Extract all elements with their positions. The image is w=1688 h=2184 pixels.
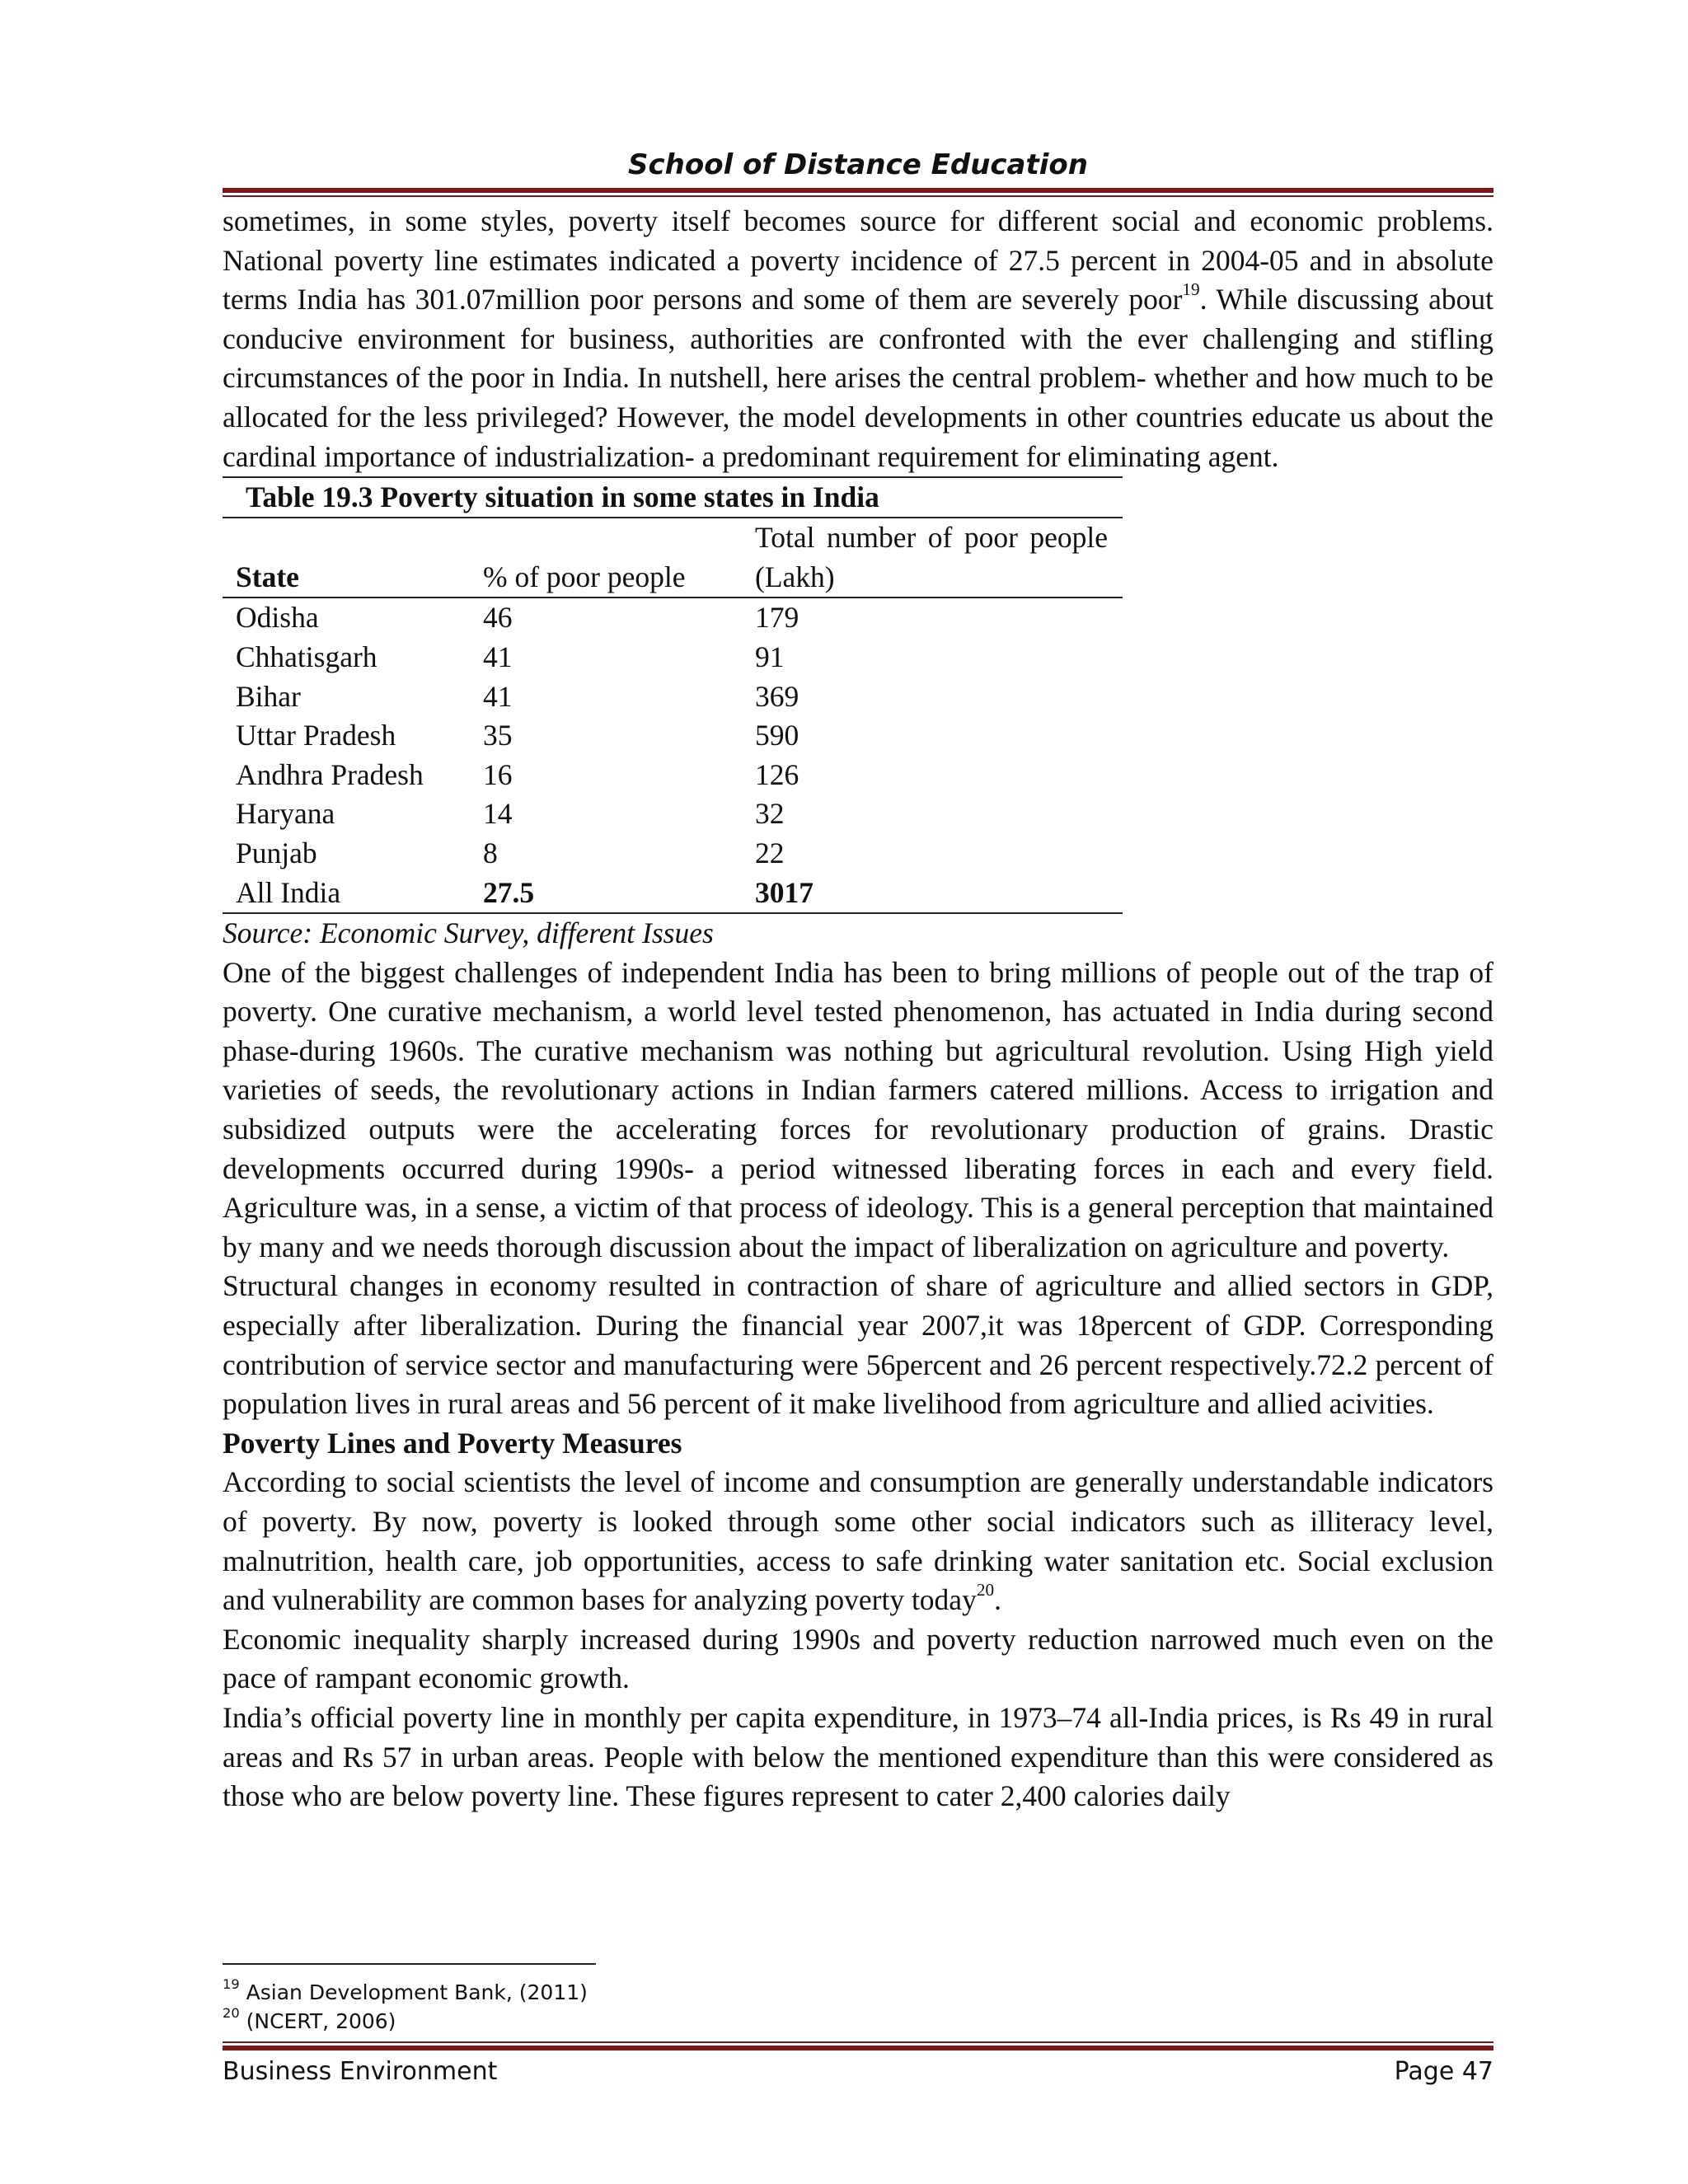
header-total-poor: Total number of poor people (Lakh) [755, 521, 1108, 593]
table-row [223, 638, 1123, 677]
table-row [223, 716, 1123, 756]
footer-rule-thin [223, 2041, 1493, 2043]
body-text [223, 202, 1493, 1816]
poverty-table [223, 517, 1123, 914]
cell-state: Punjab [236, 836, 317, 869]
cell-total: 91 [755, 640, 785, 673]
cell-state: Haryana [236, 797, 335, 831]
cell-total: 369 [755, 679, 799, 713]
paragraph-4-text-a: According to social scientists the level of income and consumption are generally understandable indicators of poverty. By now, poverty is looked through some other social indicators such as illiteracy level, malnutrition, health care, job opportunities, access to safe drinking water sanitation etc. Social exclusion and vulnerability are common bases for analyzing poverty today [223, 1465, 1493, 1617]
cell-total: 22 [755, 836, 785, 869]
page-header-title: School of Distance Education [628, 148, 1088, 181]
cell-state: Uttar Pradesh [236, 719, 396, 752]
footnote-item [223, 2007, 588, 2036]
table-caption: Table 19.3 Poverty situation in some states in India [223, 476, 1123, 517]
footer-page-number: Page 47 [1394, 2057, 1493, 2086]
header-pct-poor: % of poor people [483, 560, 686, 593]
cell-pct: 41 [483, 640, 513, 673]
paragraph-2: One of the biggest challenges of independent India has been to bring millions of people out of the trap of poverty. One curative mechanism, a world level tested phenomenon, has actuated in India during second phase-during 1960s. The curative mechanism was nothing but agricultural revolution. Using High yield varieties of seeds, the revolutionary actions in Indian farmers catered millions. Access to irrigation and subsidized outputs were the accelerating forces for revolutionary production of grains. Drastic developments occurred during 1990s- a period witnessed liberating forces in each and every field. Agriculture was, in a sense, a victim of that process of ideology. This is a general perception that maintained by many and we needs thorough discussion about the impact of liberalization on agriculture and poverty. [223, 955, 1493, 1263]
page-footer [223, 2057, 1493, 2086]
paragraph-1-text-b: . While discussing about conducive environment for business, authorities are confronted with the ever challenging and stifling circumstances of the poor in India. In nutshell, here arises the central problem- whether and how much to be allocated for the less privileged? However, the model developments in other countries educate us about the cardinal importance of industrialization- a predominant requirement for eliminating agent. [223, 283, 1493, 473]
cell-pct: 14 [483, 797, 513, 831]
cell-total: 590 [755, 719, 799, 752]
cell-pct: 27.5 [483, 875, 535, 909]
cell-state: Bihar [236, 679, 301, 713]
header-rule-thin [223, 195, 1493, 197]
footnote-separator [223, 1963, 596, 1965]
cell-state: Andhra Pradesh [236, 757, 424, 791]
cell-state: Odisha [236, 601, 319, 635]
cell-pct: 35 [483, 719, 513, 752]
cell-pct: 8 [483, 836, 498, 869]
footnote-ref-20: 20 [976, 1580, 995, 1601]
footnote-number: 19 [223, 1976, 240, 1992]
table-row [223, 677, 1123, 717]
header-rule-thick [223, 188, 1493, 193]
cell-total: 3017 [755, 875, 814, 909]
header-state: State [236, 560, 299, 593]
cell-pct: 46 [483, 601, 513, 635]
footnote-text: (NCERT, 2006) [246, 2009, 396, 2033]
paragraph-6: India’s official poverty line in monthly per capita expenditure, in 1973–74 all-India prices, is Rs 49 in rural areas and Rs 57 in urban areas. People with below the mentioned expenditure than this were considered as those who are below poverty line. These figures represent to cater 2,400 calories daily [223, 1700, 1493, 1813]
footnote-ref-19: 19 [1182, 279, 1200, 300]
footer-course-title: Business Environment [223, 2057, 498, 2086]
footnotes [223, 1978, 588, 2036]
table-header-row [223, 518, 1123, 598]
cell-total: 32 [755, 797, 785, 831]
cell-state: Chhatisgarh [236, 640, 377, 673]
table-row-total [223, 874, 1123, 914]
document-page [223, 0, 1493, 2184]
cell-pct: 16 [483, 757, 513, 791]
paragraph-1-text-a: sometimes, in some styles, poverty itself becomes source for different social and economic problems. National poverty line estimates indicated a poverty incidence of 27.5 percent in 2004-05 and in absolute terms India has 301.07million poor persons and some of them are severely poor [223, 204, 1493, 316]
section-heading: Poverty Lines and Poverty Measures [223, 1426, 682, 1460]
paragraph-1 [223, 202, 1493, 476]
table-row [223, 756, 1123, 795]
footer-rule-thick [223, 2046, 1493, 2050]
cell-pct: 41 [483, 679, 513, 713]
poverty-table-block [223, 476, 1123, 914]
cell-state: All India [236, 875, 341, 909]
paragraph-5: Economic inequality sharply increased during 1990s and poverty reduction narrowed much even on the pace of rampant economic growth. [223, 1622, 1493, 1695]
paragraph-4 [223, 1463, 1493, 1619]
table-row [223, 794, 1123, 834]
paragraph-3: Structural changes in economy resulted in contraction of share of agriculture and allied sectors in GDP, especially after liberalization. During the financial year 2007,it was 18percent of GDP. Corresponding contribution of service sector and manufacturing were 56percent and 26 percent respectively.72.2 percent of population lives in rural areas and 56 percent of it make livelihood from agriculture and allied acivities. [223, 1269, 1493, 1421]
footnote-number: 20 [223, 2005, 240, 2021]
cell-total: 126 [755, 757, 799, 791]
footnote-item [223, 1978, 588, 2007]
table-source: Source: Economic Survey, different Issues [223, 916, 714, 950]
paragraph-4-text-b: . [994, 1583, 1001, 1617]
footnote-text: Asian Development Bank, (2011) [246, 1980, 588, 2004]
table-row [223, 834, 1123, 874]
table-row [223, 598, 1123, 638]
cell-total: 179 [755, 601, 799, 635]
